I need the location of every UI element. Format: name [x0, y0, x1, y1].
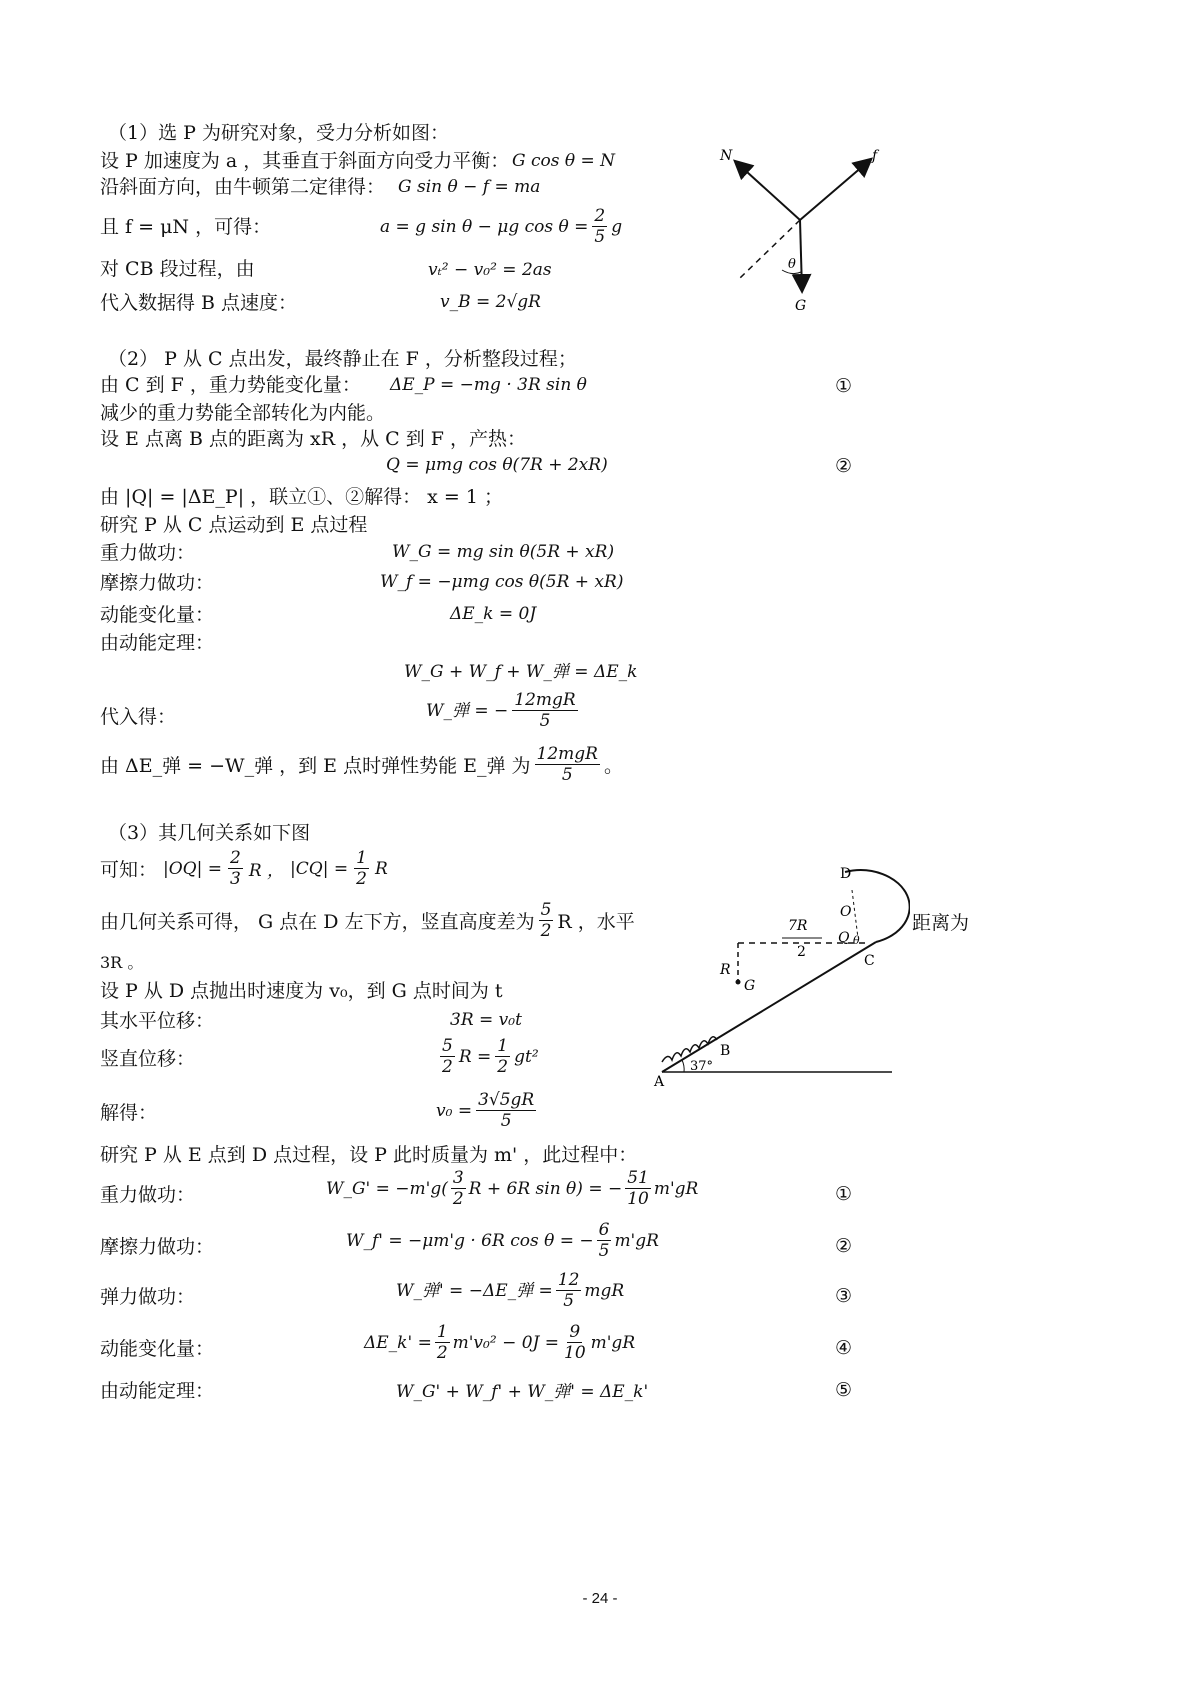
- semicircle-track: [845, 870, 910, 942]
- part2-line1: （2） P 从 C 点出发，最终静止在 F ，分析整段过程；: [108, 348, 577, 370]
- eq-left: a = g sin θ − μg cos θ =: [380, 216, 589, 237]
- eq-number-r4: ④: [835, 1337, 853, 1359]
- incline-line: [662, 942, 876, 1072]
- label-C: C: [864, 953, 875, 969]
- normal-force-arrow: [736, 162, 800, 220]
- part2-line2-text: 由 C 到 F ，重力势能变化量：: [100, 374, 361, 396]
- part3-line9: 研究 P 从 E 点到 D 点过程，设 P 此时质量为 m' ，此过程中：: [100, 1144, 638, 1166]
- eq-end: mgR: [584, 1280, 625, 1301]
- fraction: [562, 1322, 588, 1363]
- point-G: [736, 980, 741, 985]
- denominator: 2: [356, 869, 367, 889]
- oq-right: R ，: [248, 861, 285, 881]
- part2-line6: 由 |Q| = |ΔE_P| ，联立①、②解得： x = 1 ；: [100, 486, 504, 508]
- eq-left: W_弹 = −: [426, 700, 509, 721]
- fraction: [597, 1220, 612, 1261]
- label-angle: 37°: [690, 1059, 714, 1074]
- numerator: 51: [627, 1168, 649, 1188]
- part2-line4: 设 E 点离 B 点的距离为 xR ，从 C 到 F ，产热：: [100, 428, 526, 450]
- label-theta: θ: [853, 934, 860, 947]
- eq-end: m'gR: [653, 1178, 699, 1199]
- row2-text: 摩擦力做功：: [100, 1236, 215, 1258]
- part3-line3-tail: 距离为: [912, 912, 970, 934]
- label-G: G: [795, 298, 807, 314]
- part1-line3-text: 沿斜面方向，由牛顿第二定律得：: [100, 176, 386, 198]
- denominator: 5: [561, 765, 573, 785]
- row2-eq: [346, 1220, 659, 1261]
- numerator: 12mgR: [514, 690, 576, 710]
- denominator: 3: [230, 869, 241, 889]
- label-theta: θ: [788, 257, 796, 272]
- fraction: [451, 1168, 466, 1209]
- part3-line6-eq: 3R = v₀t: [450, 1010, 522, 1030]
- line3-right: R ，水平: [557, 911, 635, 933]
- eq-left: W_G' = −m'g(: [326, 1178, 448, 1199]
- part3-line1: （3）其几何关系如下图: [108, 822, 311, 844]
- denominator: 2: [436, 1343, 448, 1363]
- part3-line8-eq: [436, 1090, 536, 1131]
- numerator: 5: [540, 900, 552, 920]
- part2-line3: 减少的重力势能全部转化为内能。: [100, 402, 386, 424]
- numerator: 12mgR: [536, 744, 598, 764]
- part1-line4-eq: [380, 206, 622, 247]
- friction-force-arrow: [800, 160, 870, 220]
- part2-line8-text: 重力做功：: [100, 542, 196, 564]
- eq-end: m'gR: [590, 1332, 636, 1353]
- denominator: 5: [594, 227, 606, 247]
- numerator: 6: [598, 1220, 610, 1240]
- cq-left: |CQ| =: [290, 858, 349, 879]
- row1-eq: [326, 1168, 698, 1209]
- fraction: [535, 744, 600, 785]
- eq-number-r3: ③: [835, 1285, 853, 1307]
- part1-line2-eq: G cos θ = N: [512, 151, 616, 171]
- fraction: [625, 1168, 651, 1209]
- denominator: 5: [563, 1291, 575, 1311]
- denominator: 10: [627, 1189, 649, 1209]
- denominator: 2: [540, 921, 552, 941]
- numerator: 3: [452, 1168, 464, 1188]
- part2-line13-eq: [426, 690, 578, 731]
- page-number: - 24 -: [582, 1590, 618, 1607]
- part2-line5-eq: Q = μmg cos θ(7R + 2xR): [386, 455, 608, 475]
- part1-line5-text: 对 CB 段过程，由: [100, 258, 255, 280]
- denominator: 5: [500, 1111, 512, 1131]
- eq-mid: R + 6R sin θ) = −: [468, 1178, 623, 1199]
- part3-line6-text: 其水平位移：: [100, 1010, 215, 1032]
- part1-line2-text: 设 P 加速度为 a ，其垂直于斜面方向受力平衡：: [100, 150, 510, 172]
- eq-left: W_弹' = −ΔE_弹 =: [396, 1280, 553, 1301]
- eq-mid: R =: [458, 1046, 492, 1067]
- eq-end: m'gR: [614, 1230, 659, 1251]
- numerator: 2: [594, 206, 606, 226]
- eq-end: gt²: [514, 1046, 539, 1067]
- fraction: [556, 1270, 582, 1311]
- fraction: [495, 1036, 510, 1077]
- numerator: 3√5gR: [478, 1090, 535, 1110]
- line14-text: 由 ΔE_弹 = −W_弹 ，到 E 点时弹性势能 E_弹 为: [100, 755, 531, 777]
- label-f: f: [872, 148, 878, 164]
- eq-number-2: ②: [835, 455, 853, 477]
- label-B: B: [720, 1043, 731, 1059]
- angle-arc: [682, 1060, 684, 1072]
- part3-line8-text: 解得：: [100, 1102, 158, 1124]
- fraction: [539, 900, 554, 941]
- eq-right: g: [611, 216, 623, 237]
- fraction: [435, 1322, 450, 1363]
- row1-text: 重力做功：: [100, 1184, 196, 1206]
- part1-line5-eq: vₜ² − v₀² = 2as: [428, 260, 552, 280]
- numerator: 12: [557, 1270, 580, 1290]
- numerator: 2: [230, 848, 241, 868]
- part2-line14: [100, 744, 623, 785]
- row3-eq: [396, 1270, 624, 1311]
- part1-line3-eq: G sin θ − f = ma: [398, 177, 541, 197]
- part3-line2: [100, 848, 388, 889]
- denominator: 2: [452, 1189, 464, 1209]
- row5-text: 由动能定理：: [100, 1380, 215, 1402]
- fraction: [476, 1090, 536, 1131]
- part1-line4-text: 且 f = μN ，可得：: [100, 216, 272, 238]
- fraction: [228, 848, 243, 889]
- row5-eq: W_G' + W_f' + W_弹' = ΔE_k': [396, 1382, 649, 1402]
- part2-line10-eq: ΔE_k = 0J: [450, 604, 537, 624]
- denominator: 10: [564, 1343, 586, 1363]
- part2-line10-text: 动能变化量：: [100, 604, 215, 626]
- fraction: [592, 206, 607, 247]
- part2-line13-text: 代入得：: [100, 706, 177, 728]
- eq-left: ΔE_k' =: [364, 1332, 432, 1353]
- label-R: R: [720, 962, 731, 978]
- part1-line6-text: 代入数据得 B 点速度：: [100, 292, 298, 314]
- numerator: 1: [497, 1036, 509, 1056]
- denominator: 5: [539, 711, 551, 731]
- line3-text: 由几何关系可得， G 点在 D 左下方，竖直高度差为: [100, 911, 535, 933]
- part2-line2-eq: ΔE_P = −mg · 3R sin θ: [390, 375, 587, 395]
- label-N: N: [720, 148, 733, 164]
- label-7R: 7R: [788, 918, 808, 934]
- row4-text: 动能变化量：: [100, 1338, 215, 1360]
- gravity-arrow: [800, 220, 802, 290]
- part2-line8-eq: W_G = mg sin θ(5R + xR): [392, 542, 615, 562]
- eq-number-r1: ①: [835, 1183, 853, 1205]
- label-A: A: [654, 1074, 665, 1090]
- row3-text: 弹力做功：: [100, 1286, 196, 1308]
- fraction: [512, 690, 577, 731]
- part3-line7-text: 竖直位移：: [100, 1048, 196, 1070]
- geometry-diagram: [640, 850, 910, 1100]
- line14-end: 。: [603, 755, 623, 777]
- label-Q: Q: [838, 930, 850, 946]
- part3-line5: 设 P 从 D 点抛出时速度为 v₀，到 G 点时间为 t: [100, 980, 503, 1002]
- eq-left: W_f' = −μm'g · 6R cos θ = −: [346, 1230, 594, 1251]
- label-O: O: [840, 904, 852, 920]
- part1-line6-eq: v_B = 2√gR: [440, 292, 541, 312]
- denominator: 5: [598, 1241, 610, 1261]
- fraction: [354, 848, 369, 889]
- numerator: 1: [436, 1322, 448, 1342]
- part2-line7: 研究 P 从 C 点运动到 E 点过程: [100, 514, 368, 536]
- eq-number-r5: ⑤: [835, 1379, 853, 1401]
- oq-left: |OQ| =: [163, 858, 222, 879]
- eq-number-1: ①: [835, 375, 853, 397]
- dashed-radius: [852, 890, 858, 938]
- part2-line9-text: 摩擦力做功：: [100, 572, 215, 594]
- label-D: D: [840, 866, 852, 882]
- row4-eq: [364, 1322, 635, 1363]
- numerator: 5: [442, 1036, 453, 1056]
- part2-line11-text: 由动能定理：: [100, 632, 215, 654]
- label-G: G: [744, 978, 756, 994]
- denominator: 2: [497, 1057, 509, 1077]
- fraction: [440, 1036, 455, 1077]
- eq-number-r2: ②: [835, 1235, 853, 1257]
- part1-intro: （1）选 P 为研究对象，受力分析如图：: [108, 122, 449, 144]
- part3-line3: [100, 900, 635, 941]
- part2-line12-eq: W_G + W_f + W_弹 = ΔE_k: [404, 662, 638, 682]
- numerator: 1: [356, 848, 367, 868]
- part3-line4: 3R 。: [100, 953, 144, 972]
- eq-mid: m'v₀² − 0J =: [452, 1332, 559, 1353]
- label-2: 2: [797, 944, 806, 960]
- part2-line9-eq: W_f = −μmg cos θ(5R + xR): [380, 572, 624, 592]
- line2-text: 可知：: [100, 859, 158, 881]
- numerator: 9: [569, 1322, 581, 1342]
- cq-right: R: [374, 858, 388, 879]
- part3-line7-eq: [440, 1036, 539, 1077]
- denominator: 2: [442, 1057, 453, 1077]
- force-diagram: [700, 130, 920, 320]
- eq-left: v₀ =: [436, 1100, 473, 1121]
